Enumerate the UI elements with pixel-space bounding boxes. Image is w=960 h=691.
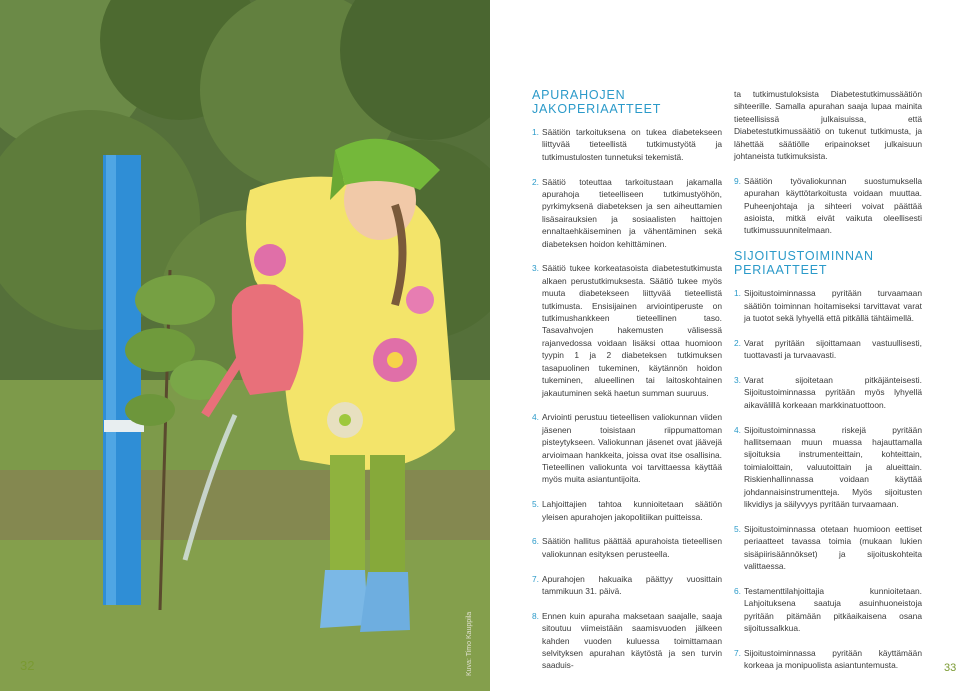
list-item [532,610,722,672]
item-text: Varat pyritään sijoittamaan vastuullisesti, tuottavasti ja turvaavasti. [744,337,922,361]
list-item [734,175,922,237]
heading-jakoperiaatteet [532,88,722,116]
list-item [532,498,722,523]
heading-line: PERIAATTEET [734,263,828,278]
continuation-text: ta tutkimustuloksista Diabetestutkimussäätiön sihteerille. Samalla apurahan saaja lupaa mainita tieteellisissä julkaisuissa, että Diabetestutkimussäätiö on tukenut tutkimusta, ja lähettää säätiölle eripainokset julkaisuun johtaneista tutkimuksista. [734,89,922,162]
item-number: 7. [734,647,741,658]
item-number: 4. [734,424,741,435]
list-item [734,585,922,635]
item-text: Säätiön työvaliokunnan suostumuksella apurahan käyttötarkoitusta voidaan muuttaa. Puheenjohtaja ja sihteeri voivat päättää asioista, mitkä eivät vaikuta oleellisesti tutkimussuunnitelmaan. [744,175,922,236]
column-right [734,88,922,684]
item-number: 6. [734,585,741,596]
column-left [532,88,722,684]
item-text: Lahjoittajien tahtoa kunnioitetaan säätiön yleisen apurahojen jakopolitiikan puitteissa. [542,499,722,522]
item-text: Testamenttilahjoittajia kunnioitetaan. Lahjoituksena saatuja asuinhuoneistoja pyritään pitämään pitkäaikaisena osana sijoitussalkkua. [744,585,922,634]
item-text: Apurahojen hakuaika päättyy vuosittain tammikuun 31. päivä. [542,573,722,596]
heading-line: APURAHOJEN [532,88,626,102]
list-item [734,374,922,411]
item-number: 1. [734,288,741,299]
heading-sijoitustoiminnan [734,249,922,277]
heading-line: JAKOPERIAATTEET [532,102,662,116]
item-number: 8. [532,610,539,621]
list-item [734,424,922,511]
item-number: 5. [734,523,741,534]
item-number: 3. [532,263,539,274]
list-item [532,126,722,163]
item-number: 2. [532,176,539,187]
item-number: 1. [532,127,539,137]
list-item [532,573,722,598]
item-text: Säätiö tukee korkeatasoista diabetestutkimusta alkaen perustutkimuksesta. Säätiö tukee myös muuta diabetekseen liittyvää tieteellistä tutkimusta. Ensisijainen arviointiperuste on tutkimushankkeen tieteellinen taso. Tasavahvojen hakemusten välisessä rajanvedossa voidaan lisäksi ottaa huomioon tyypin 1 ja 2 diabeteksen tutkimuksen tasapuolinen tukeminen, käytännön hoidon tukeminen, alueellinen tai laitoskohtainen jakautuminen sekä haetun summan suuruus. [542,263,722,398]
item-text: Varat sijoitetaan pitkäjänteisesti. Sijoitustoiminnassa pyritään myös lyhyellä aikavälillä korkeaan markkinatuottoon. [744,375,922,410]
item-number: 6. [532,536,539,547]
photo-credit: Kuva: Timo Kauppila [466,611,473,676]
list-item [532,535,722,560]
item-text: Sijoitustoiminnassa riskejä pyritään hallitsemaan muun muassa hajauttamalla sijoituksia instrumenteittain, kohteittain, toimialoittain, valuutoittain ja alueittain. Riskienhallinnassa voidaan käyttää johdannaisinstrumentteja. Myös sijoitusten likvidiys ja säilyvyys pyritään turvaamaan. [744,424,922,510]
item-number: 2. [734,337,741,348]
item-number: 5. [532,499,539,510]
list-item [532,411,722,485]
item-text: Ennen kuin apuraha maksetaan saajalle, saaja sitoutuu viimeistään saamisvuoden jälkeen kahden vuoden kuluessa toimittamaan selvityksen apurahan käytöstä ja sen turvin saaduis- [542,610,722,671]
item-text: Sijoitustoiminnassa otetaan huomioon eettiset periaatteet tavassa toimia (mukaan lukien sisäpiirisäännökset) ja sijoituskohteita valittaessa. [744,523,922,572]
item-text: Arviointi perustuu tieteellisen valiokunnan viiden jäsenen toisistaan riippumattoman pisteytykseen. Valiokunnan jäsenet ovat jäävejä arvioimaan hankkeita, joissa ovat itse osallisina. Tieteellinen valiokunta voi tarvittaessa käyttää myös muita asiantuntijoita. [542,412,722,485]
item-text: Säätiön hallitus päättää apurahoista tieteellisen valiokunnan esityksen perusteella. [542,536,722,559]
page-number-right: 33 [944,662,957,674]
list-item [734,337,922,362]
list-item [734,647,922,672]
item-number: 4. [532,412,539,423]
item-text: Säätiö toteuttaa tarkoitustaan jakamalla apurahoja tieteelliseen tutkimustyöhön, pyrkimyksenä diabeteksen ja sen aiheuttamien lisäsairauksien ja sosiaalisten haittojen ennaltaehkäiseminen ja vähentäminen sekä diabeteksen hoidon kehittäminen. [542,176,722,249]
item-text: Säätiön tarkoituksena on tukea diabetekseen liittyvää tieteellistä tutkimustyötä ja tutkimustulosten tunnetuksi tekemistä. [542,127,722,162]
item-number: 3. [734,375,741,386]
list-item [734,287,922,324]
item-number: 9. [734,175,741,186]
list-item [532,262,722,398]
item-number: 7. [532,573,539,584]
list-item [532,176,722,250]
heading-line: SIJOITUSTOIMINNAN [734,249,874,264]
item-text: Sijoitustoiminnassa pyritään turvaamaan säätiön toiminnan hoitamiseksi tarvittavat varat ja tuotot sekä lyhyellä että pitkällä tähtäimellä. [744,288,922,324]
page-number-left: 32 [20,658,35,673]
list-item [734,523,922,573]
item-text: Sijoitustoiminnassa pyritään käyttämään korkeaa ja monipuolista asiantuntemusta. [744,647,922,671]
